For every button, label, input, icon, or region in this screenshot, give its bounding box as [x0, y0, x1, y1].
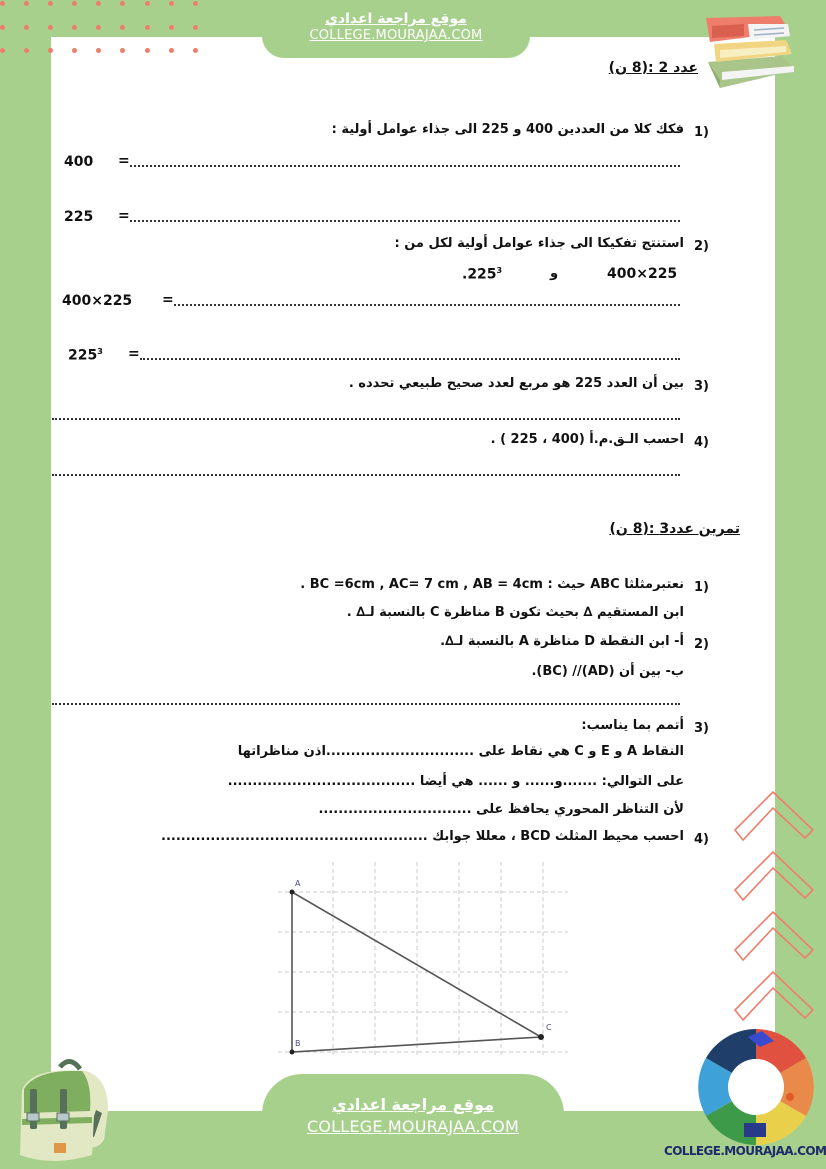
college-mourajaa-logo-icon — [692, 1015, 822, 1165]
ex3-q1-text2: ابن المستقيم ∆ بحيث تكون B مناظرة C بالنسبة لـ∆ . — [346, 605, 684, 620]
footer-site-name-arabic[interactable]: موقع مراجعة اعدادي — [331, 1095, 495, 1114]
answer-blank-400x225[interactable] — [174, 304, 680, 306]
left-green-strip — [2, 37, 51, 1111]
ex3-q3-number: 3) — [694, 721, 709, 736]
expr-400x225: 400×225 — [607, 266, 678, 282]
ex3-q3-line1[interactable]: النقاط A و E و C هي نقاط على ..............................اذن مناظراتها — [237, 744, 684, 759]
expr-225-cubed — [462, 266, 502, 283]
expr-225-base: .225 — [462, 266, 497, 283]
ex3-q2-number: 2) — [694, 637, 709, 652]
answer-label-225-cubed — [68, 347, 103, 364]
ex3-q4-text[interactable]: احسب محيط المثلث BCD ، معللا جوابك ...................................................... — [161, 829, 684, 844]
label-base: 225 — [68, 347, 98, 364]
answer-blank-400[interactable] — [130, 165, 680, 167]
ex3-q2-text-a: أ- ابن النقطة D مناظرة A بالنسبة لـ∆. — [440, 634, 684, 649]
answer-label-400: 400 — [64, 154, 94, 170]
q3-number: 3) — [694, 379, 709, 394]
ex3-q4-number: 4) — [694, 832, 709, 847]
q3-text: بين أن العدد 225 هو مربع لعدد صحيح طبيعي تحدده . — [348, 376, 684, 391]
ex3-q2-text-b: ب- بين أن (AD)// (BC). — [531, 664, 684, 679]
ex3-q3-line2[interactable]: على التوالي: .......و...... و ...... هي أيضا ...................................... — [227, 774, 684, 789]
answer-blank-q4[interactable] — [52, 474, 680, 476]
ex3-q3-title: أتمم بما يناسب: — [581, 718, 684, 733]
exercise2-heading: عدد 2 :(8 ن) — [608, 60, 698, 76]
q2-number: 2) — [694, 239, 709, 254]
answer-blank-ex3-q2[interactable] — [52, 703, 680, 705]
ex3-q1-text: نعتبرمثلثا ABC حيث : BC =6cm , AC= 7 cm , AB = 4cm . — [300, 577, 684, 592]
answer-blank-q3[interactable] — [52, 418, 680, 420]
q1-text: فكك كلا من العددين 400 و 225 الى جذاء عوامل أولية : — [331, 122, 684, 137]
vertex-label-a: A — [295, 879, 301, 888]
q1-number: 1) — [694, 125, 709, 140]
footer-site-url-link[interactable]: COLLEGE.MOURAJAA.COM — [307, 1117, 519, 1136]
exercise3-heading: تمرين عدد3 :(8 ن) — [609, 521, 740, 537]
chevron-up-decoration-icon — [733, 790, 823, 1030]
answer-label-400x225: 400×225 — [62, 293, 133, 309]
vertex-label-b: B — [295, 1039, 301, 1048]
equals-sign: = — [118, 208, 130, 224]
expr-225-exp: 3 — [496, 266, 503, 275]
expr-and: و — [550, 266, 559, 281]
site-name-arabic[interactable]: موقع مراجعة اعدادي — [325, 11, 467, 27]
triangle-abc-figure — [278, 862, 568, 1057]
footer-brand-tab — [262, 1074, 564, 1169]
ex3-q3-line3[interactable]: لأن التناظر المحوري يحافظ على ............................... — [318, 802, 684, 817]
q2-text: استنتج تفكيكا الى جذاء عوامل أولية لكل من : — [394, 236, 684, 251]
backpack-icon — [12, 1055, 112, 1165]
equals-sign: = — [118, 153, 130, 169]
answer-blank-225[interactable] — [130, 220, 680, 222]
q4-number: 4) — [694, 435, 709, 450]
logo-caption: COLLEGE.MOURAJAA.COM — [664, 1144, 826, 1158]
answer-label-225: 225 — [64, 209, 94, 225]
equals-sign: = — [162, 292, 174, 308]
label-exp: 3 — [97, 347, 103, 356]
ex3-q1-number: 1) — [694, 580, 709, 595]
equals-sign: = — [128, 346, 140, 362]
q4-text: احسب الـق.م.أ (400 ، 225 ) . — [490, 432, 684, 447]
answer-blank-225-cubed[interactable] — [140, 358, 680, 360]
header-brand-tab — [262, 0, 530, 58]
books-stack-icon — [700, 10, 800, 90]
site-url-link[interactable]: COLLEGE.MOURAJAA.COM — [309, 28, 483, 43]
vertex-label-c: C — [546, 1023, 552, 1032]
